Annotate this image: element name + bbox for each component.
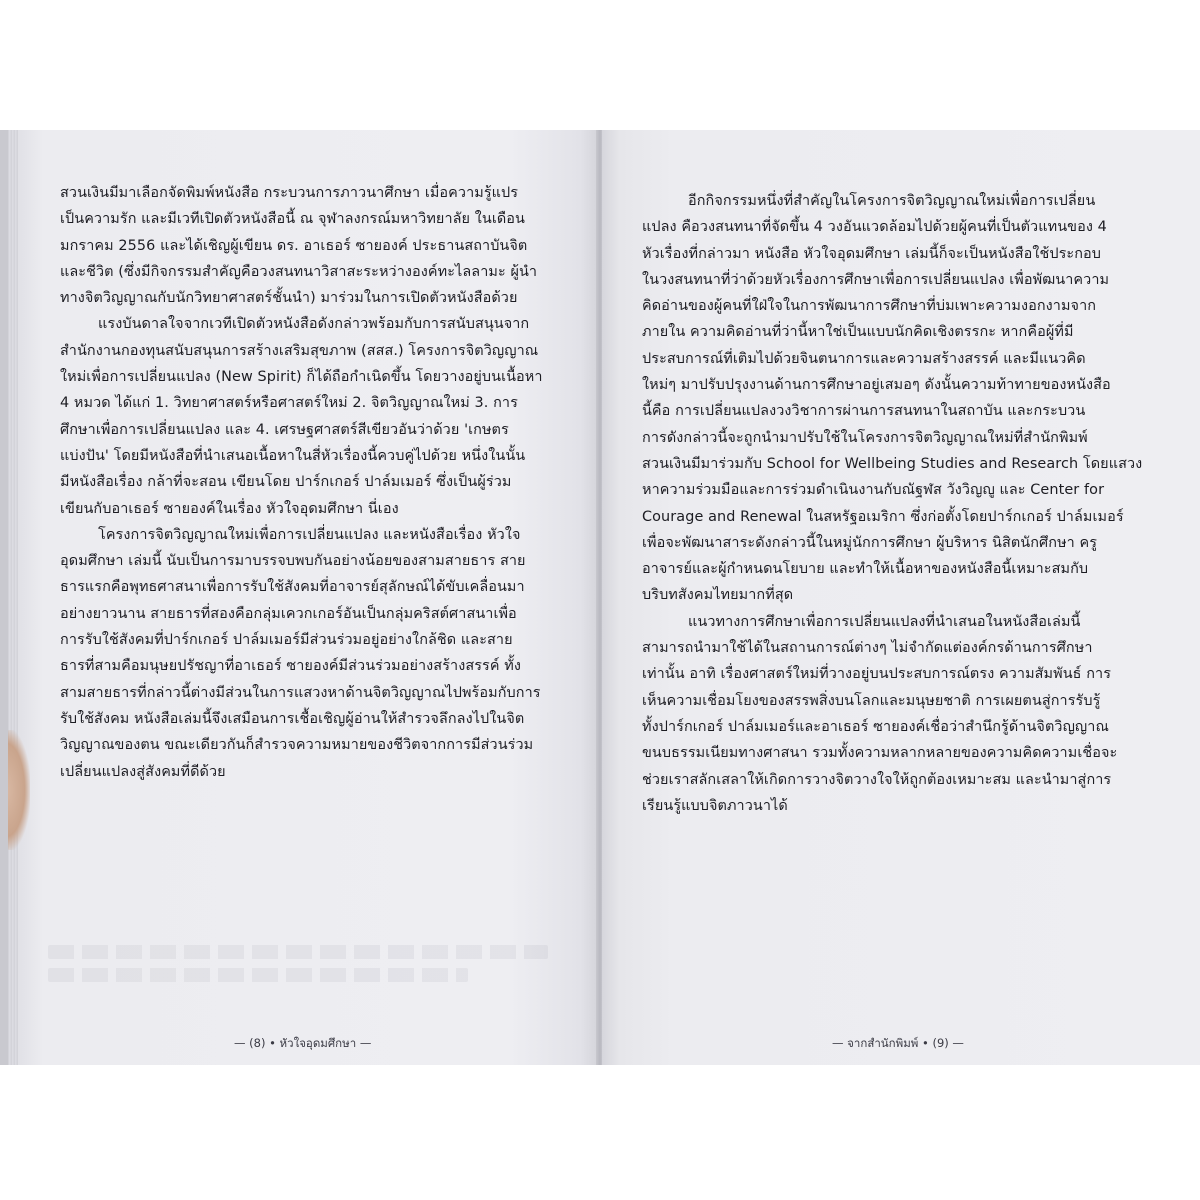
text-line: แปลง คือวงสนทนาที่จัดขึ้น 4 วงอันแวดล้อมไปด้วยผู้คนที่เป็นตัวแทนของ 4 <box>642 219 1107 236</box>
text-line: แบ่งปัน' โดยมีหนังสือที่นำเสนอเนื้อหาในสี่หัวเรื่องนี้ควบคู่ไปด้วย หนึ่งในนั้น <box>60 447 526 464</box>
text-line: เท่านั้น อาทิ เรื่องศาสตร์ใหม่ที่วางอยู่บนประสบการณ์ตรง ความสัมพันธ์ การ <box>642 666 1112 683</box>
text-line: มีหนังสือเรื่อง กล้าที่จะสอน เขียนโดย ปาร์กเกอร์ ปาล์มเมอร์ ซึ่งเป็นผู้ร่วม <box>60 474 512 491</box>
text-line: เห็นความเชื่อมโยงของสรรพสิ่งบนโลกและมนุษยชาติ การเผยตนสู่การรับรู้ <box>642 692 1101 709</box>
text-line: สำนักงานกองทุนสนับสนุนการสร้างเสริมสุขภาพ (สสส.) โครงการจิตวิญญาณ <box>60 342 539 359</box>
right-page-text <box>642 188 1162 819</box>
text-line: วิญญาณของตน ขณะเดียวกันก็สำรวจความหมายของชีวิตจากการมีส่วนร่วม <box>60 737 534 754</box>
text-line: เขียนกับอาเธอร์ ซายองค์ในเรื่อง หัวใจอุดมศึกษา นี่เอง <box>60 500 399 517</box>
text-line: โครงการจิตวิญญาณใหม่เพื่อการเปลี่ยนแปลง และหนังสือเรื่อง หัวใจ <box>98 526 521 543</box>
text-line: สามสายธารที่กล่าวนี้ต่างมีส่วนในการแสวงหาด้านจิตวิญญาณไปพร้อมกับการ <box>60 684 541 701</box>
text-line: แรงบันดาลใจจากเวทีเปิดตัวหนังสือดังกล่าวพร้อมกับการสนับสนุนจาก <box>98 316 530 333</box>
text-line: ธารที่สามคือมนุษยปรัชญาที่อาเธอร์ ซายองค์มีส่วนร่วมอย่างสร้างสรรค์ ทั้ง <box>60 658 521 675</box>
text-line: ขนบธรรมเนียมทางศาสนา รวมทั้งความหลากหลายของความคิดความเชื่อจะ <box>642 745 1118 762</box>
text-line: บริบทสังคมไทยมากที่สุด <box>642 587 794 604</box>
text-line: เป็นความรัก และมีเวทีเปิดตัวหนังสือนี้ ณ จุฬาลงกรณ์มหาวิทยาลัย ในเดือน <box>60 211 525 228</box>
text-line: ประสบการณ์ที่เติมไปด้วยจินตนาการและความสร้างสรรค์ และมีแนวคิด <box>642 350 1086 367</box>
text-line: การรับใช้สังคมที่ปาร์กเกอร์ ปาล์มเมอร์มีส่วนร่วมอยู่อย่างใกล้ชิด และสาย <box>60 632 513 649</box>
text-line: เปลี่ยนแปลงสู่สังคมที่ดีด้วย <box>60 763 226 780</box>
text-line: นี้คือ การเปลี่ยนแปลงวงวิชาการผ่านการสนทนาในสถาบัน และกระบวน <box>642 403 1086 420</box>
text-line: อย่างยาวนาน สายธารที่สองคือกลุ่มเควกเกอร์อันเป็นกลุ่มคริสต์ศาสนาเพื่อ <box>60 605 517 622</box>
text-line: สามารถนำมาใช้ได้ในสถานการณ์ต่างๆ ไม่จำกัดแต่องค์กรด้านการศึกษา <box>642 640 1093 657</box>
text-line: คิดอ่านของผู้คนที่ใฝ่ใจในการพัฒนาการศึกษาที่บ่มเพาะความงอกงามจาก <box>642 298 1097 315</box>
text-line: ทางจิตวิญญาณกับนักวิทยาศาสตร์ชั้นนำ) มาร่วมในการเปิดตัวหนังสือด้วย <box>60 290 518 307</box>
text-line: อีกกิจกรรมหนึ่งที่สำคัญในโครงการจิตวิญญาณใหม่เพื่อการเปลี่ยน <box>688 193 1096 209</box>
text-line: แนวทางการศึกษาเพื่อการเปลี่ยนแปลงที่นำเสนอในหนังสือเล่มนี้ <box>688 613 1081 630</box>
text-line: อุดมศึกษา เล่มนี้ นับเป็นการมาบรรจบพบกันอย่างน้อยของสามสายธาร สาย <box>60 553 526 570</box>
text-line: หาความร่วมมือและการร่วมดำเนินงานกับณัฐฬส วังวิญญู และ Center for <box>642 482 1105 499</box>
text-line: หัวเรื่องที่กล่าวมา หนังสือ หัวใจอุดมศึกษา เล่มนี้ก็จะเป็นหนังสือใช้ประกอบ <box>642 245 1102 262</box>
bleed-through-text <box>48 968 468 982</box>
text-line: ธารแรกคือพุทธศาสนาเพื่อการรับใช้สังคมที่อาจารย์สุลักษณ์ได้ขับเคลื่อนมา <box>60 579 525 596</box>
text-line: ภายใน ความคิดอ่านที่ว่านี้หาใช่เป็นแบบนักคิดเชิงตรรกะ หากคือผู้ที่มี <box>642 324 1074 341</box>
right-page <box>602 130 1200 1065</box>
text-line: สวนเงินมีมาร่วมกับ School for Wellbeing Studies and Research โดยแสวง <box>642 455 1143 472</box>
page-edges <box>8 130 18 1065</box>
text-line: เรียนรู้แบบจิตภาวนาได้ <box>642 797 788 814</box>
text-line: 4 หมวด ได้แก่ 1. วิทยาศาสตร์หรือศาสตร์ใหม่ 2. จิตวิญญาณใหม่ 3. การ <box>60 395 518 412</box>
text-line: ใหม่ๆ มาปรับปรุงงานด้านการศึกษาอยู่เสมอๆ ดังนั้นความท้าทายของหนังสือ <box>642 377 1111 394</box>
left-page <box>8 130 598 1065</box>
text-line: ในวงสนทนาที่ว่าด้วยหัวเรื่องการศึกษาเพื่อการเปลี่ยนแปลง เพื่อพัฒนาความ <box>642 271 1110 288</box>
text-line: สวนเงินมีมาเลือกจัดพิมพ์หนังสือ กระบวนการภาวนาศึกษา เมื่อความรู้แปร <box>60 185 519 201</box>
page-footer: — จากสำนักพิมพ์ • (9) — <box>832 1036 964 1050</box>
left-page-text <box>60 180 580 785</box>
text-line: ช่วยเราสลักเสลาให้เกิดการวางจิตวางใจให้ถูกต้องเหมาะสม และนำมาสู่การ <box>642 771 1112 788</box>
page-footer: — (8) • หัวใจอุดมศึกษา — <box>234 1036 372 1050</box>
text-line: และชีวิต (ซึ่งมีกิจกรรมสำคัญคือวงสนทนาวิสาสะระหว่างองค์ทะไลลามะ ผู้นำ <box>60 263 538 280</box>
bleed-through-text <box>48 945 548 959</box>
text-line: ใหม่เพื่อการเปลี่ยนแปลง (New Spirit) ก็ได้ถือกำเนิดขึ้น โดยวางอยู่บนเนื้อหา <box>60 369 543 386</box>
text-line: มกราคม 2556 และได้เชิญผู้เขียน ดร. อาเธอร์ ซายองค์ ประธานสถาบันจิต <box>60 237 528 254</box>
text-line: เพื่อจะพัฒนาสาระดังกล่าวนี้ในหมู่นักการศึกษา ผู้บริหาร นิสิตนักศึกษา ครู <box>642 534 1098 551</box>
text-line: อาจารย์และผู้กำหนดนโยบาย และทำให้เนื้อหาของหนังสือนี้เหมาะสมกับ <box>642 561 1089 578</box>
text-line: Courage and Renewal ในสหรัฐอเมริกา ซึ่งก่อตั้งโดยปาร์กเกอร์ ปาล์มเมอร์ <box>642 508 1124 525</box>
thumb <box>8 730 30 850</box>
text-line: ศึกษาเพื่อการเปลี่ยนแปลง และ 4. เศรษฐศาสตร์สีเขียวอันว่าด้วย 'เกษตร <box>60 421 509 438</box>
text-line: ทั้งปาร์กเกอร์ ปาล์มเมอร์และอาเธอร์ ซายองค์เชื่อว่าสำนึกรู้ด้านจิตวิญญาณ <box>642 718 1109 735</box>
open-book <box>0 130 1200 1065</box>
text-line: รับใช้สังคม หนังสือเล่มนี้จึงเสมือนการเชื้อเชิญผู้อ่านให้สำรวจลึกลงไปในจิต <box>60 710 525 727</box>
text-line: การดังกล่าวนี้จะถูกนำมาปรับใช้ในโครงการจิตวิญญาณใหม่ที่สำนักพิมพ์ <box>642 429 1088 446</box>
